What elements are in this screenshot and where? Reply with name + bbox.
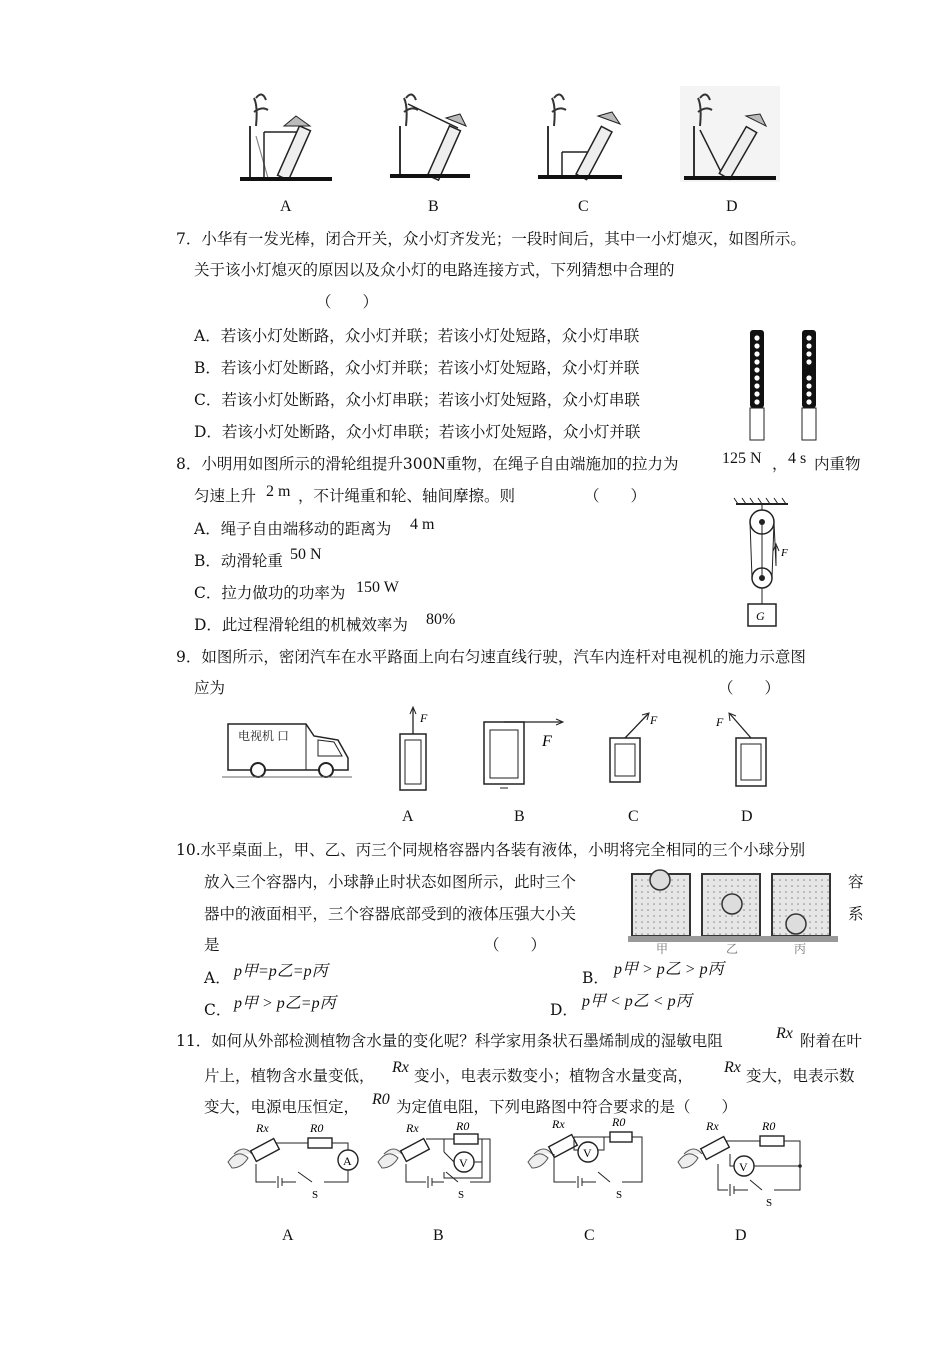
- q11-b-r0-label: R0: [456, 1119, 470, 1133]
- q10-option-b-letter: B．: [582, 969, 609, 987]
- q10-label-yi: 乙: [726, 942, 739, 956]
- q7-option-a: A．若该小灯处断路，众小灯并联；若该小灯处短路，众小灯串联: [194, 327, 640, 345]
- q10-stem-line4: 是: [204, 936, 220, 954]
- q11-line1b: 附着在叶: [800, 1032, 863, 1050]
- q8-stem-b: 内重物: [814, 455, 861, 473]
- q11-d-rx-label: Rx: [706, 1119, 719, 1133]
- q7-option-d: D．若该小灯处断路，众小灯串联；若该小灯处短路，众小灯并联: [194, 423, 641, 441]
- q10-label-bing: 丙: [794, 942, 807, 956]
- q10-option-a-letter: A．: [204, 969, 231, 987]
- q8-time-value: 4 s: [788, 450, 807, 467]
- q11-rx-symbol-2: Rx: [392, 1059, 409, 1076]
- q11-label-c: C: [584, 1227, 595, 1244]
- q11-b-switch-label: S: [458, 1189, 465, 1201]
- q9-force-label-c: F: [650, 713, 658, 727]
- q11-a-meter: A: [343, 1154, 352, 1168]
- q6-figure-b: [386, 86, 486, 186]
- q11-rx-symbol-3: Rx: [724, 1059, 741, 1076]
- q9-van-text: 电视机 口: [238, 729, 290, 743]
- q11-line2c: 变大，电表示数: [746, 1067, 855, 1085]
- q11-c-r0-label: R0: [612, 1115, 626, 1129]
- q8-force-value: 125 N: [722, 450, 762, 467]
- q10-answer-paren: （ ）: [484, 936, 547, 954]
- q8-figure-weight-label: G: [756, 609, 765, 623]
- q11-circuit-c: [524, 1114, 664, 1210]
- q8-answer-paren: （ ）: [584, 487, 647, 505]
- q11-b-rx-label: Rx: [406, 1121, 419, 1135]
- q10-stem-line3: 器中的液面相平，三个容器底部受到的液体压强大小关: [204, 905, 577, 923]
- q9-figure-d: [712, 708, 782, 788]
- q8-option-c: C．拉力做功的功率为: [194, 584, 346, 602]
- q10-stem-line2: 放入三个容器内，小球静止时状态如图所示，此时三个: [204, 873, 577, 891]
- q9-force-label-d: F: [716, 715, 724, 729]
- q11-c-meter: V: [583, 1146, 592, 1160]
- q10-option-c-expr: p甲 > p乙=p丙: [234, 995, 336, 1012]
- q6-figure-a: [236, 86, 336, 186]
- q10-option-d-letter: D．: [550, 1001, 578, 1019]
- q11-line2a: 片上，植物含水量变低，: [204, 1067, 375, 1085]
- q11-label-a: A: [282, 1227, 294, 1244]
- q11-line3a: 变大，电源电压恒定，: [204, 1098, 360, 1116]
- q11-circuit-d: [674, 1118, 814, 1210]
- q8-stem-c: 匀速上升: [194, 487, 257, 505]
- q8-option-b: B．动滑轮重: [194, 552, 283, 570]
- q8-option-a: A．绳子自由端移动的距离为: [194, 520, 392, 538]
- q9-figure-c: [606, 708, 676, 788]
- q9-label-a: A: [402, 808, 414, 825]
- q9-answer-paren: （ ）: [718, 679, 781, 697]
- q9-figure-b: [478, 712, 568, 796]
- q11-rx-symbol-1: Rx: [776, 1025, 793, 1042]
- q11-label-b: B: [433, 1227, 444, 1244]
- q10-option-a-expr: p甲=p乙=p丙: [234, 963, 328, 980]
- q11-d-meter: V: [739, 1160, 748, 1174]
- q11-a-rx-label: Rx: [256, 1121, 269, 1135]
- q7-stem-line1: 7．小华有一发光棒，闭合开关，众小灯齐发光；一段时间后，其中一小灯熄灭，如图所示。: [176, 230, 806, 248]
- q10-container-bing: [772, 874, 830, 936]
- q8-option-a-value: 4 m: [410, 516, 435, 533]
- q6-figure-d: [680, 86, 780, 186]
- q9-force-label-a: F: [420, 711, 428, 725]
- q8-option-c-value: 150 W: [356, 579, 399, 596]
- q11-b-meter: V: [459, 1156, 468, 1170]
- q7-option-b: B．若该小灯处断路，众小灯并联；若该小灯处短路，众小灯并联: [194, 359, 640, 377]
- q8-stem-a: 8．小明用如图所示的滑轮组提升300N重物，在绳子自由端施加的拉力为: [176, 455, 679, 473]
- q6-label-c: C: [578, 198, 589, 215]
- q11-circuit-b: [374, 1118, 514, 1210]
- q11-line3b: 为定值电阻，下列电路图中符合要求的是（ ）: [396, 1098, 738, 1116]
- q8-pulley-figure: [728, 496, 808, 632]
- q8-figure-force-label: F: [781, 547, 788, 559]
- q8-comma: ，: [772, 455, 788, 473]
- q9-label-d: D: [741, 808, 753, 825]
- q7-option-c: C．若该小灯处断路，众小灯串联；若该小灯处短路，众小灯串联: [194, 391, 640, 409]
- q10-container-yi: [702, 874, 760, 936]
- q6-label-b: B: [428, 198, 439, 215]
- q9-label-b: B: [514, 808, 525, 825]
- q10-stem-line2-end: 容: [848, 873, 864, 891]
- q9-figure-a: [390, 704, 440, 796]
- q10-option-d-expr: p甲 < p乙 < p丙: [582, 993, 692, 1010]
- q6-figure-c: [534, 86, 634, 186]
- q6-label-a: A: [280, 198, 292, 215]
- q10-stem-line1: 10.水平桌面上，甲、乙、丙三个同规格容器内各装有液体，小明将完全相同的三个小球分别: [176, 841, 806, 859]
- q8-option-d: D．此过程滑轮组的机械效率为: [194, 616, 408, 634]
- q9-force-label-b: F: [542, 733, 552, 750]
- q6-label-d: D: [726, 198, 738, 215]
- q10-label-jia: 甲: [656, 942, 669, 956]
- q7-glow-stick-figure: [740, 328, 830, 442]
- q11-line1a: 11．如何从外部检测植物含水量的变化呢？科学家用条状石墨烯制成的湿敏电阻: [176, 1032, 723, 1050]
- q9-van-figure: [222, 714, 354, 780]
- q11-circuit-a: [224, 1118, 364, 1210]
- q11-r0-symbol: R0: [372, 1091, 390, 1108]
- q8-option-b-value: 50 N: [290, 546, 322, 563]
- q11-a-r0-label: R0: [310, 1121, 324, 1135]
- q7-stem-line2: 关于该小灯熄灭的原因以及众小灯的电路连接方式，下列猜想中合理的: [194, 261, 675, 279]
- q10-option-c-letter: C．: [204, 1001, 232, 1019]
- q11-line2b: 变小，电表示数变小；植物含水量变高，: [414, 1067, 694, 1085]
- q11-d-switch-label: S: [766, 1197, 773, 1209]
- q8-stem-d: ，不计绳重和轮、轴间摩擦。则: [298, 487, 516, 505]
- q7-answer-paren: （ ）: [316, 293, 379, 311]
- q9-stem-line2: 应为: [194, 679, 226, 697]
- q10-stem-line3-end: 系: [848, 905, 864, 923]
- q11-c-rx-label: Rx: [552, 1117, 565, 1131]
- q11-d-r0-label: R0: [762, 1119, 776, 1133]
- q9-stem-line1: 9．如图所示，密闭汽车在水平路面上向右匀速直线行驶，汽车内连杆对电视机的施力示意图: [176, 648, 806, 666]
- q8-height-value: 2 m: [266, 483, 291, 500]
- q10-container-jia: [632, 870, 690, 936]
- q9-label-c: C: [628, 808, 639, 825]
- q10-option-b-expr: p甲 > p乙 > p丙: [614, 961, 724, 978]
- q8-option-d-value: 80%: [426, 611, 456, 628]
- q10-containers-figure: [628, 860, 838, 956]
- q11-label-d: D: [735, 1227, 747, 1244]
- q11-a-switch-label: S: [312, 1189, 319, 1201]
- q11-c-switch-label: S: [616, 1189, 623, 1201]
